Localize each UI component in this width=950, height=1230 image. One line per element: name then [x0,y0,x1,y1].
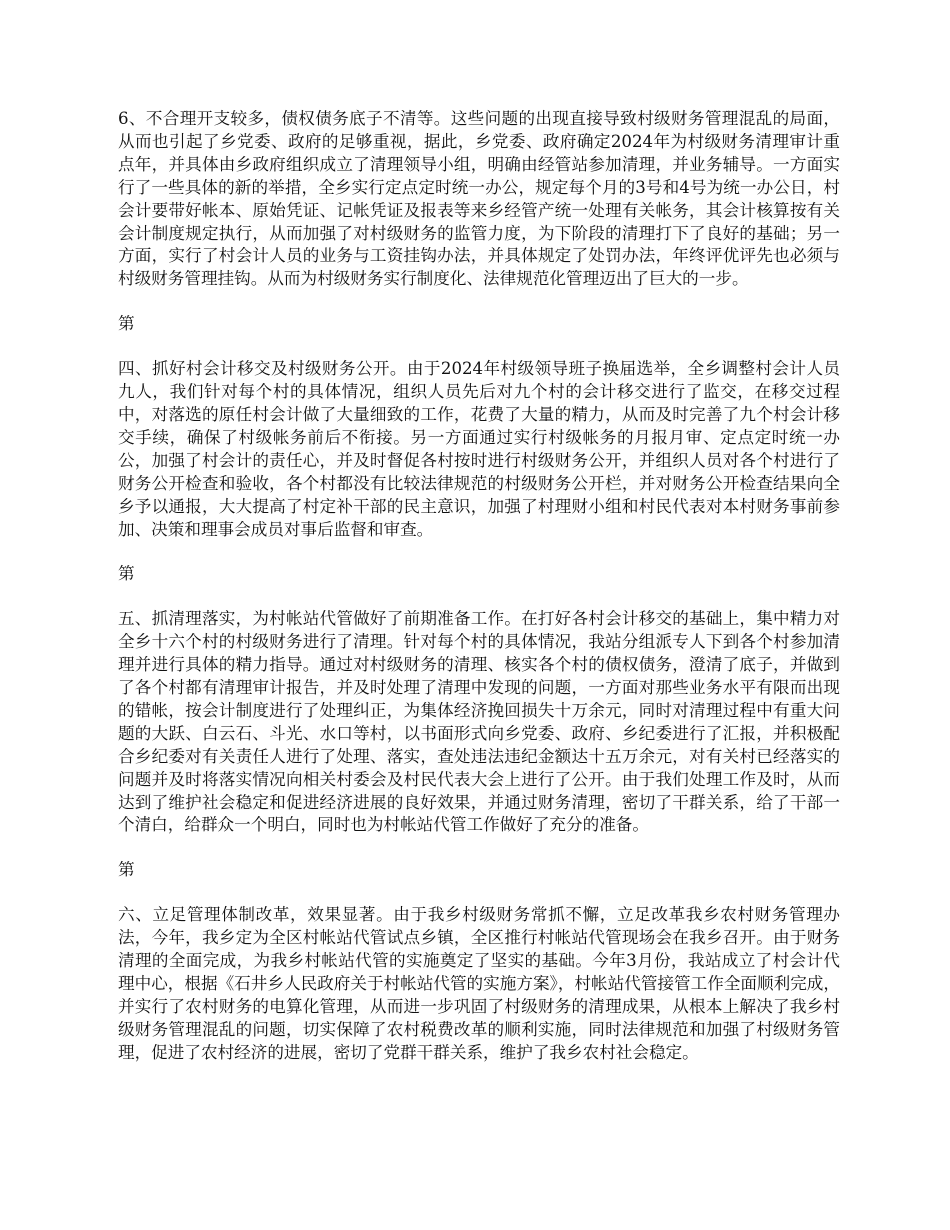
paragraph-section-4: 四、抓好村会计移交及村级财务公开。由于2024年村级领导班子换届选举，全乡调整村会计人员九人，我们针对每个村的具体情况，组织人员先后对九个村的会计移交进行了监交，在移交过程中，对落选的原任村会计做了大量细致的工作，花费了大量的精力，从而及时完善了九个村会计移交手续，确保了村级帐务前后不衔接。另一方面通过实行村级帐务的月报月审、定点定时统一办公，加强了村会计的责任心，并及时督促各村按时进行村级财务公开，并组织人员对各个村进行了财务公开检查和验收，各个村都没有比较法律规范的村级财务公开栏，并对财务公开检查结果向全乡予以通报，大大提高了村定补干部的民主意识，加强了村理财小组和村民代表对本村财务事前参加、决策和理事会成员对事后监督和审查。 [118,359,840,539]
paragraph-section-6: 六、立足管理体制改革，效果显著。由于我乡村级财务常抓不懈，立足改革我乡农村财务管理办法，今年，我乡定为全区村帐站代管试点乡镇，全区推行村帐站代管现场会在我乡召开。由于财务清理的全面完成，为我乡村帐站代管的实施奠定了坚实的基础。今年3月份，我站成立了村会计代理中心，根据《石井乡人民政府关于村帐站代管的实施方案》，村帐站代管接管工作全面顺利完成，并实行了农村财务的电算化管理，从而进一步巩固了村级财务的清理成果，从根本上解决了我乡村级财务管理混乱的问题，切实保障了农村税费改革的顺利实施，同时法律规范和加强了村级财务管理，促进了农村经济的进展，密切了党群干群关系，维护了我乡农村社会稳定。 [118,905,840,1062]
document-page [118,108,840,1087]
paragraph-item-6: 6、不合理开支较多，债权债务底子不清等。这些问题的出现直接导致村级财务管理混乱的局面，从而也引起了乡党委、政府的足够重视，据此，乡党委、政府确定2024年为村级财务清理审计重点年，并具体由乡政府组织成立了清理领导小组，明确由经管站参加清理，并业务辅导。一方面实行了一些具体的新的举措，全乡实行定点定时统一办公，规定每个月的3号和4号为统一办公日，村会计要带好帐本、原始凭证、记帐凭证及报表等来乡经管产统一处理有关帐务，其会计核算按有关会计制度规定执行，从而加强了对村级财务的监管力度，为下阶段的清理打下了良好的基础；另一方面，实行了村会计人员的业务与工资挂钩办法，并具体规定了处罚办法，年终评优评先也必须与村级财务管理挂钩。从而为村级财务实行制度化、法律规范化管理迈出了巨大的一步。 [118,109,840,289]
section-marker: 第 [118,314,135,334]
paragraph-section-5: 五、抓清理落实，为村帐站代管做好了前期准备工作。在打好各村会计移交的基础上，集中精力对全乡十六个村的村级财务进行了清理。针对每个村的具体情况，我站分组派专人下到各个村参加清理并进行具体的精力指导。通过对村级财务的清理、核实各个村的债权债务，澄清了底子，并做到了各个村都有清理审计报告，并及时处理了清理中发现的问题，一方面对那些业务水平有限而出现的错帐，按会计制度进行了处理纠正，为集体经济挽回损失十万余元，同时对清理过程中有重大问题的大跃、白云石、斗光、水口等村，以书面形式向乡党委、政府、乡纪委进行了汇报，并积极配合乡纪委对有关责任人进行了处理、落实，查处违法违纪金额达十五万余元，对有关村已经落实的问题并及时将落实情况向相关村委会及村民代表大会上进行了公开。由于我们处理工作及时，从而达到了维护社会稳定和促进经济进展的良好效果，并通过财务清理，密切了干群关系，给了干部一个清白，给群众一个明白，同时也为村帐站代管工作做好了充分的准备。 [118,609,840,835]
section-marker: 第 [118,860,135,880]
section-marker: 第 [118,564,135,584]
